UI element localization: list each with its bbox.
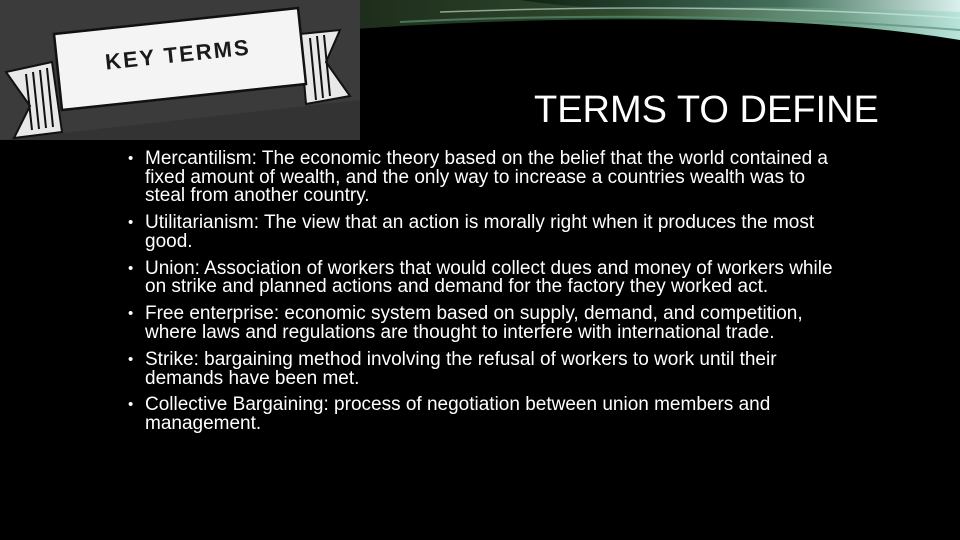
- list-item: • Mercantilism: The economic theory based on the belief that the world contained a fixed amount of wealth, and the only way to increase a countries wealth was to steal from another country.: [128, 150, 848, 206]
- list-item: • Utilitarianism: The view that an action is morally right when it produces the most good.: [128, 214, 848, 251]
- terms-list: [128, 150, 848, 442]
- list-item: • Strike: bargaining method involving the refusal of workers to work until their demands have been met.: [128, 351, 848, 388]
- banner-text: KEY TERMS: [103, 34, 252, 75]
- list-item: • Free enterprise: economic system based on supply, demand, and competition, where laws and regulations are thought to interfere with international trade.: [128, 305, 848, 342]
- key-terms-banner: [0, 0, 360, 140]
- page-title: TERMS TO DEFINE: [534, 89, 879, 131]
- list-item: • Collective Bargaining: process of negotiation between union members and management.: [128, 396, 848, 433]
- list-item: • Union: Association of workers that would collect dues and money of workers while on strike and planned actions and demand for the factory they worked act.: [128, 260, 848, 297]
